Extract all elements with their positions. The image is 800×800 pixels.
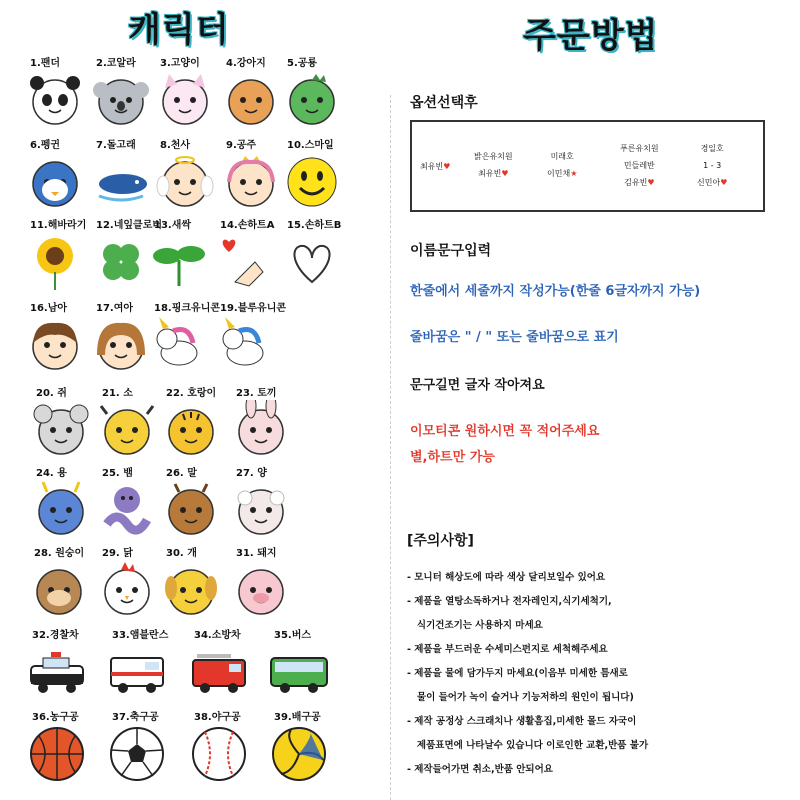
character-option <box>266 620 332 708</box>
character-label: 15.손하트B <box>287 220 342 231</box>
note-line: 물이 들어가 녹이 슬거나 기능저하의 원인이 됩니다) <box>407 692 634 703</box>
character-label: 3.고양이 <box>160 58 200 69</box>
order-panel <box>395 0 800 800</box>
character-label: 37.축구공 <box>112 712 159 723</box>
character-option <box>212 293 287 381</box>
character-option <box>22 210 88 298</box>
character-label: 18.핑크유니콘 <box>154 303 221 314</box>
character-label: 19.블루유니콘 <box>220 303 287 314</box>
character-option <box>279 210 345 298</box>
character-option <box>104 702 170 790</box>
character-label: 39.배구공 <box>274 712 321 723</box>
divider <box>390 95 391 800</box>
character-option <box>152 130 218 218</box>
character-option <box>266 702 332 790</box>
character-label: 14.손하트A <box>220 220 275 231</box>
character-option <box>88 293 154 381</box>
character-label: 26. 말 <box>166 468 197 479</box>
character-label: 2.코알라 <box>96 58 136 69</box>
character-label: 12.네잎클로버 <box>96 220 163 231</box>
emoji-note-1: 이모티콘 원하시면 꼭 적어주세요 <box>410 424 600 439</box>
character-label: 4.강아지 <box>226 58 266 69</box>
character-label: 28. 원숭이 <box>34 548 85 559</box>
character-label: 23. 토끼 <box>236 388 277 399</box>
character-option <box>22 293 88 381</box>
character-label: 16.남아 <box>30 303 68 314</box>
note-line: - 제품을 부드러운 수세미스펀지로 세척해주세요 <box>407 644 608 655</box>
note-line: 식기건조기는 사용하지 마세요 <box>407 620 543 631</box>
character-label: 34.소방차 <box>194 630 241 641</box>
option-example-1: 최유빈♥ <box>420 162 451 171</box>
character-option <box>26 538 92 626</box>
character-option <box>146 210 212 298</box>
character-option <box>146 293 221 381</box>
character-label: 35.버스 <box>274 630 312 641</box>
character-option <box>28 378 94 466</box>
character-label: 17.여아 <box>96 303 134 314</box>
order-title: 주문방법 <box>523 16 659 56</box>
step2-heading: 이름문구입력 <box>410 243 492 259</box>
character-label: 38.야구공 <box>194 712 241 723</box>
character-label: 32.경찰차 <box>32 630 79 641</box>
character-label: 25. 뱀 <box>102 468 133 479</box>
character-option <box>104 620 170 708</box>
character-label: 31. 돼지 <box>236 548 277 559</box>
option-examples-box <box>410 120 765 212</box>
note-line: 제품표면에 나타날수 있습니다 이로인한 교환,반품 불가 <box>407 740 649 751</box>
notes-section <box>407 530 792 782</box>
character-label: 5.공룡 <box>287 58 318 69</box>
character-option <box>22 48 88 136</box>
character-option <box>279 130 345 218</box>
info-line-break: 줄바꿈은 " / " 또는 줄바꿈으로 표기 <box>410 330 619 345</box>
character-option <box>228 538 294 626</box>
info-line-count: 한줄에서 세줄까지 작성가능(한줄 6글자까지 가능) <box>410 284 701 299</box>
character-label: 11.해바라기 <box>30 220 87 231</box>
character-option <box>24 702 90 790</box>
character-option <box>212 210 278 298</box>
emoji-note-2: 별,하트만 가능 <box>410 450 495 465</box>
character-label: 7.돌고래 <box>96 140 136 151</box>
note-line: - 모니터 해상도에 따라 색상 달리보일수 있어요 <box>407 572 606 583</box>
character-option <box>94 538 160 626</box>
character-label: 8.천사 <box>160 140 191 151</box>
character-label: 33.앰블란스 <box>112 630 169 641</box>
notes-list <box>407 566 792 782</box>
character-option <box>158 378 224 466</box>
character-label: 22. 호랑이 <box>166 388 217 399</box>
character-label: 24. 용 <box>36 468 67 479</box>
character-option <box>88 210 163 298</box>
option-example-3: 미래호 이민채★ <box>547 152 578 178</box>
character-option <box>218 130 284 218</box>
characters-title: 캐릭터 <box>128 10 230 50</box>
option-example-2: 밝은유치원 최유빈♥ <box>474 152 513 178</box>
character-label: 20. 쥐 <box>36 388 67 399</box>
character-option <box>228 458 294 546</box>
character-option <box>28 458 94 546</box>
character-label: 36.농구공 <box>32 712 79 723</box>
character-option <box>158 538 224 626</box>
character-option <box>186 620 252 708</box>
character-label: 10.스마일 <box>287 140 334 151</box>
character-label: 9.공주 <box>226 140 257 151</box>
character-option <box>152 48 218 136</box>
character-option <box>228 378 294 466</box>
character-label: 21. 소 <box>102 388 133 399</box>
note-line: - 제품을 물에 담가두지 마세요(이음부 미세한 틈새로 <box>407 668 628 679</box>
character-option <box>88 48 154 136</box>
character-option <box>22 130 88 218</box>
option-example-5: 경일호 1 - 3 신민아♥ <box>697 144 728 187</box>
character-label: 29. 닭 <box>102 548 133 559</box>
character-label: 30. 개 <box>166 548 197 559</box>
character-option <box>94 458 160 546</box>
note-line: - 제작 공정상 스크래치나 생활흠집,미세한 몰드 자국이 <box>407 716 637 727</box>
character-option <box>218 48 284 136</box>
character-label: 13.새싹 <box>154 220 192 231</box>
character-label: 27. 양 <box>236 468 267 479</box>
character-option <box>94 378 160 466</box>
character-panel <box>0 0 385 800</box>
character-option <box>279 48 345 136</box>
info-text-size: 문구길면 글자 작아져요 <box>410 378 545 393</box>
option-example-4: 푸른유치원 민들레반 김유빈♥ <box>620 144 659 187</box>
notes-title: [주의사항] <box>407 533 474 549</box>
character-option <box>24 620 90 708</box>
note-line: - 제품을 열탕소독하거나 전자레인지,식기세척기, <box>407 596 612 607</box>
character-option <box>186 702 252 790</box>
character-label: 1.팬더 <box>30 58 61 69</box>
note-line: - 제작들어가면 취소,반품 안되어요 <box>407 764 553 775</box>
character-option <box>88 130 154 218</box>
step1-heading: 옵션선택후 <box>410 95 478 111</box>
character-option <box>158 458 224 546</box>
character-label: 6.펭귄 <box>30 140 61 151</box>
